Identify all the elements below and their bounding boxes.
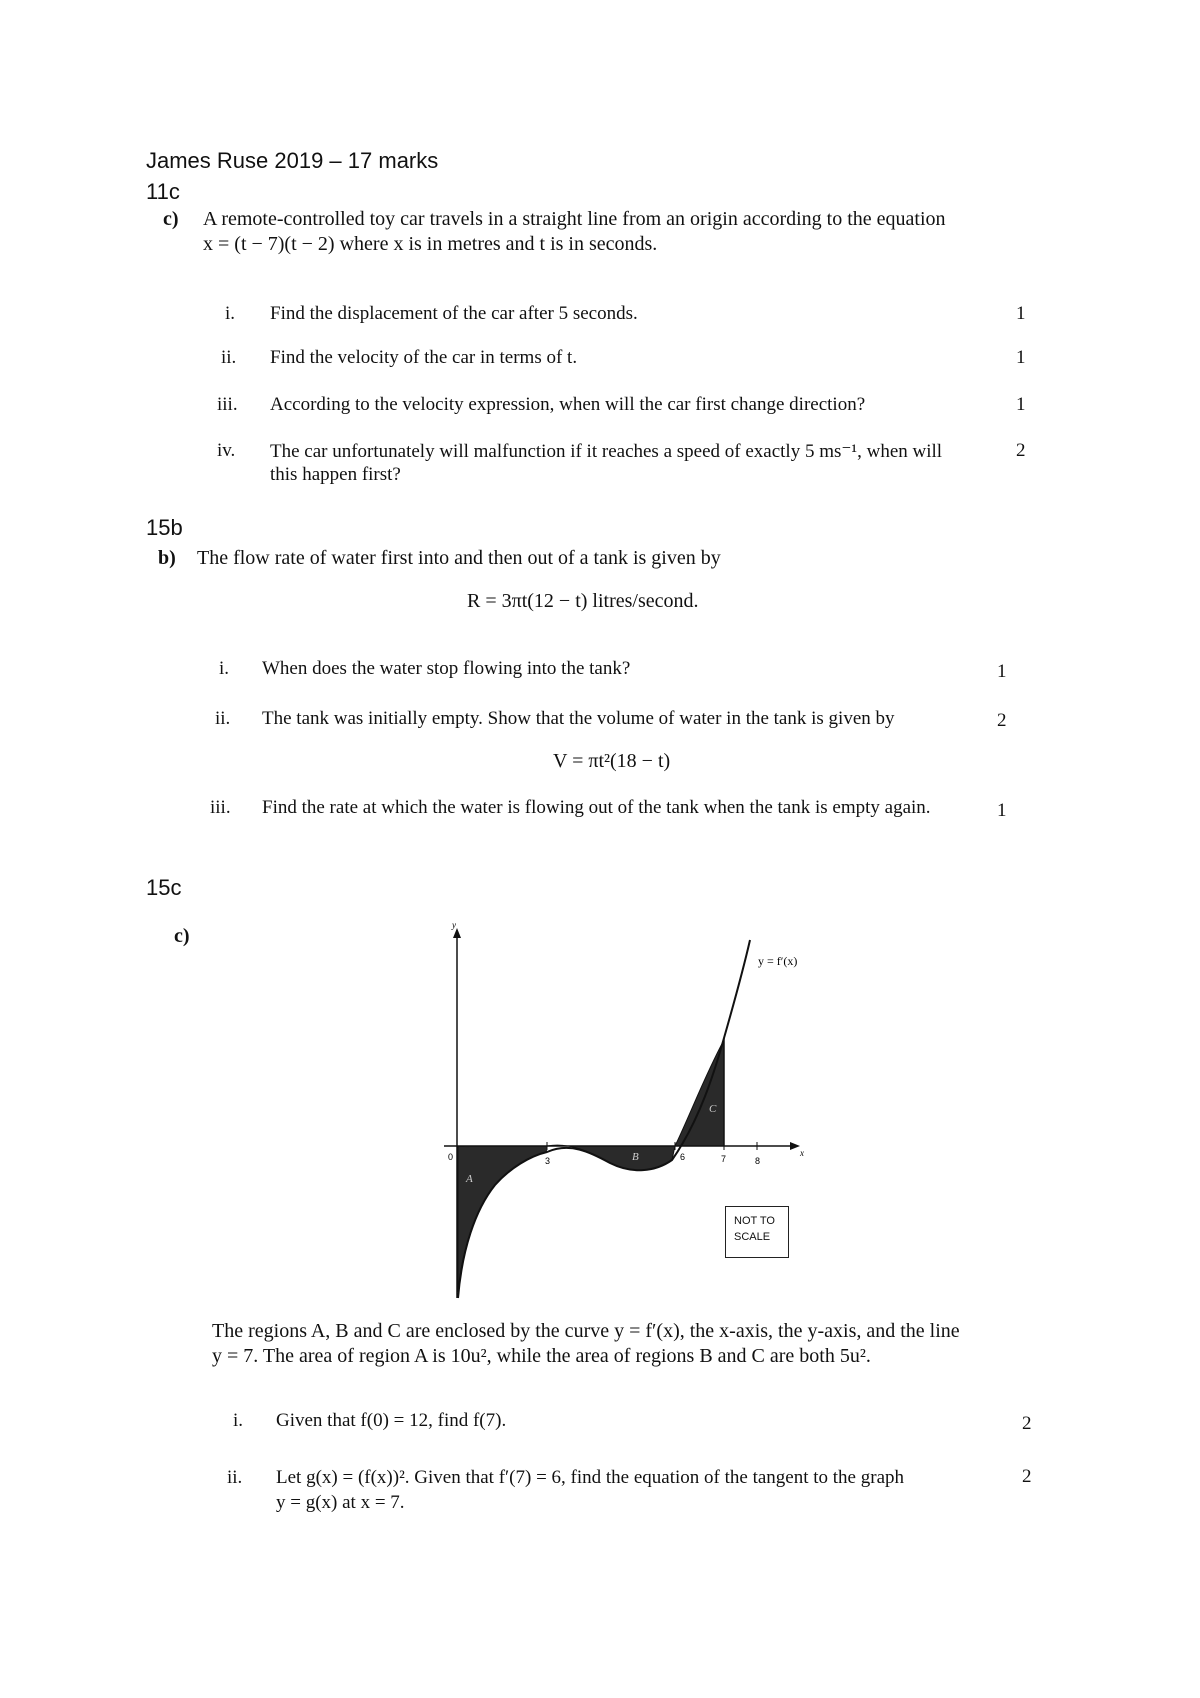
part-text: Find the velocity of the car in terms of t.	[270, 347, 578, 368]
question-11c-intro-line2: x = (t − 7)(t − 2) where x is in metres and t is in seconds.	[203, 233, 658, 255]
part-text: The car unfortunately will malfunction if it reaches a speed of exactly 5 ms⁻¹, when will	[270, 441, 943, 462]
marks-value: 2	[1022, 1466, 1032, 1487]
tick-label: 8	[755, 1156, 761, 1166]
question-letter-15c: c)	[174, 925, 190, 947]
part-number: iii.	[217, 394, 238, 415]
region-label-b: B	[632, 1151, 639, 1163]
tick-label: 6	[680, 1152, 686, 1162]
marks-value: 2	[1022, 1413, 1032, 1434]
y-axis-label: y	[452, 920, 456, 930]
part-text: When does the water stop flowing into the tank?	[262, 658, 631, 679]
graph-svg	[400, 920, 820, 1320]
part-text: The tank was initially empty. Show that the volume of water in the tank is given by	[262, 708, 895, 729]
part-text-continued: this happen first?	[270, 464, 401, 485]
part-number: ii.	[221, 347, 237, 368]
region-a-shading	[458, 1146, 547, 1292]
part-text: Find the rate at which the water is flowing out of the tank when the tank is empty again.	[262, 797, 931, 818]
section-heading-11c: 11c	[146, 179, 180, 204]
x-axis-label: x	[800, 1148, 804, 1158]
region-label-a: A	[466, 1173, 473, 1185]
part-number: i.	[233, 1410, 244, 1431]
part-text-continued: y = g(x) at x = 7.	[276, 1492, 405, 1513]
question-letter-11c: c)	[163, 208, 179, 230]
part-text: Let g(x) = (f(x))². Given that f′(7) = 6, find the equation of the tangent to the graph	[276, 1467, 905, 1488]
part-number: i.	[219, 658, 230, 679]
not-to-scale-box: NOT TO SCALE	[725, 1206, 789, 1258]
question-15c-desc-line2: y = 7. The area of region A is 10u², while the area of regions B and C are both 5u².	[212, 1345, 871, 1367]
volume-equation: V = πt²(18 − t)	[553, 750, 671, 772]
part-number: ii.	[215, 708, 231, 729]
tick-label: 0	[448, 1152, 454, 1162]
flow-rate-equation: R = 3πt(12 − t) litres/second.	[467, 590, 699, 612]
question-15b-intro: The flow rate of water first into and then out of a tank is given by	[197, 547, 721, 569]
tick-label: 7	[721, 1154, 727, 1164]
part-text: According to the velocity expression, when will the car first change direction?	[270, 394, 866, 415]
question-letter-15b: b)	[158, 547, 176, 569]
section-heading-15c: 15c	[146, 875, 182, 900]
x-axis-arrow	[790, 1142, 800, 1150]
region-label-c: C	[709, 1103, 717, 1115]
question-11c-intro-line1: A remote-controlled toy car travels in a straight line from an origin according to the equation	[203, 208, 946, 230]
question-15c-desc-line1: The regions A, B and C are enclosed by the curve y = f′(x), the x-axis, the y-axis, and the line	[212, 1320, 960, 1342]
part-number: ii.	[227, 1467, 243, 1488]
marks-value: 2	[997, 710, 1007, 731]
tick-label: 3	[545, 1156, 551, 1166]
page-title: James Ruse 2019 – 17 marks	[146, 148, 439, 173]
marks-value: 2	[1016, 440, 1026, 461]
section-heading-15b: 15b	[146, 515, 183, 540]
part-text: Given that f(0) = 12, find f(7).	[276, 1410, 507, 1431]
part-number: iii.	[210, 797, 231, 818]
derivative-graph	[400, 920, 820, 1320]
part-number: i.	[225, 303, 236, 324]
marks-value: 1	[1016, 347, 1026, 368]
region-c-shading	[675, 1040, 724, 1146]
part-number: iv.	[217, 440, 236, 461]
part-text: Find the displacement of the car after 5 seconds.	[270, 303, 638, 324]
curve-label: y = f′(x)	[758, 954, 798, 968]
marks-value: 1	[1016, 303, 1026, 324]
marks-value: 1	[997, 800, 1007, 821]
marks-value: 1	[1016, 394, 1026, 415]
marks-value: 1	[997, 661, 1007, 682]
